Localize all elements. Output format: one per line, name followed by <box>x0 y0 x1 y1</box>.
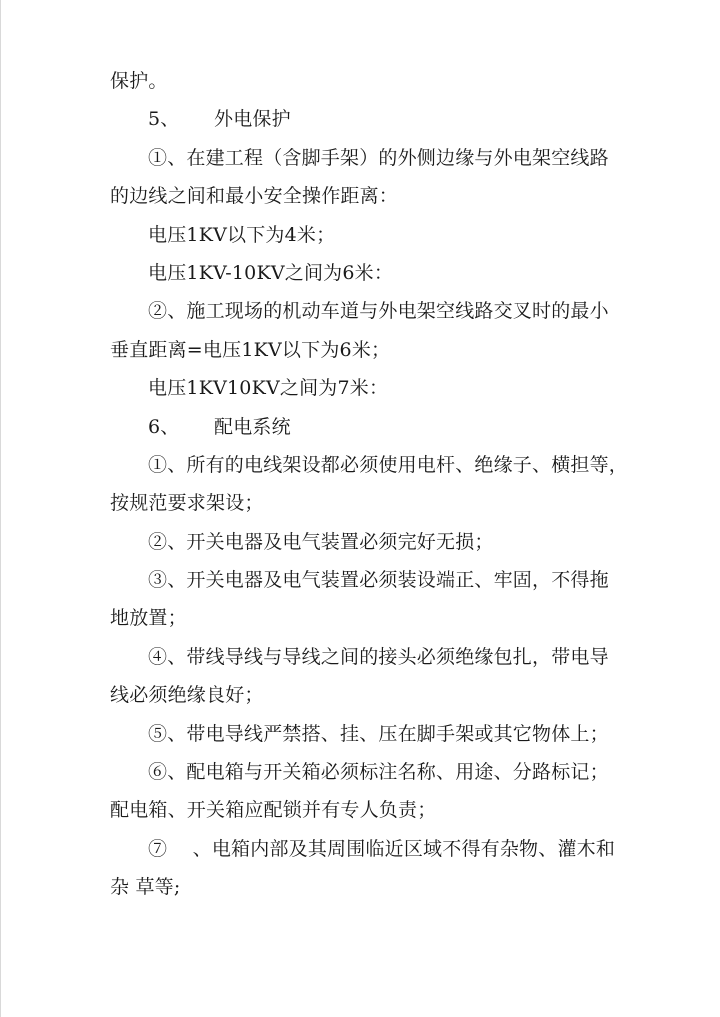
section-heading-6 <box>110 408 630 446</box>
text-line: ⑦ 、电箱内部及其周围临近区域不得有杂物、灌木和 <box>148 837 616 860</box>
text-line: ⑥、配电箱与开关箱必须标注名称、用途、分路标记； <box>148 761 609 784</box>
text-line: ③、开关电器及电气装置必须装设端正、牢固，不得拖 <box>148 569 609 592</box>
section-heading-5 <box>110 100 630 138</box>
text-line: 的边线之间和最小安全操作距离： <box>110 185 399 208</box>
text-line: ①、在建工程（含脚手架）的外侧边缘与外电架空线路 <box>148 146 609 169</box>
text-line: 保护。 <box>110 70 168 92</box>
section-title: 配电系统 <box>214 415 291 438</box>
section-number: 5、 <box>148 108 180 131</box>
text-line: 垂直距离=电压1KV以下为6米； <box>110 338 391 361</box>
text-line: ①、所有的电线架设都必须使用电杆、绝缘子、横担等， <box>148 453 629 476</box>
text-line: 电压1KV以下为4米； <box>148 223 336 246</box>
text-line: 地放置； <box>110 607 187 630</box>
text-line: 配电箱、开关箱应配锁并有专人负责； <box>110 799 437 822</box>
text-line: 电压1KV-10KV之间为6米： <box>148 261 394 284</box>
text-line: 线必须绝缘良好； <box>110 684 264 707</box>
section-number: 6、 <box>148 415 180 438</box>
text-line: 电压1KV10KV之间为7米： <box>148 377 389 400</box>
text-line: 杂 草等; <box>110 876 181 899</box>
text-line: ④、带线导线与导线之间的接头必须绝缘包扎，带电导 <box>148 645 609 668</box>
text-line: ②、开关电器及电气装置必须完好无损； <box>148 530 494 553</box>
text-line: 按规范要求架设； <box>110 492 264 515</box>
text-line: ⑤、带电导线严禁搭、挂、压在脚手架或其它物体上； <box>148 722 609 745</box>
section-title: 外电保护 <box>214 108 291 131</box>
text-line: ②、施工现场的机动车道与外电架空线路交叉时的最小 <box>148 300 609 323</box>
document-body <box>110 62 630 907</box>
